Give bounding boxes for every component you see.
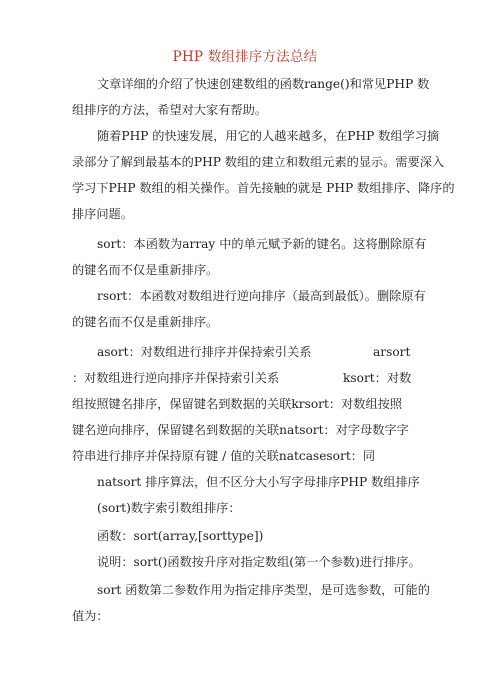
paragraph-line: ：对数组进行逆向排序并保持索引关系 — [72, 371, 280, 385]
paragraph-line: 组按照键名排序，保留键名到数据的关联krsort：对数组按照 — [72, 397, 403, 411]
paragraph-line: 符串进行排序并保持原有键 / 值的关联natcasesort：同 — [72, 449, 376, 463]
paragraph-line: 的键名而不仅是重新排序。 — [72, 315, 219, 329]
paragraph-line: natsort 排序算法，但不区分大小写字母排序PHP 数组排序 — [97, 475, 420, 489]
paragraph-line: 说明：sort()函数按升序对指定数组(第一个参数)进行排序。 — [97, 555, 421, 569]
paragraph-line: rsort：本函数对数组进行逆向排序（最高到最低）。删除原有 — [97, 289, 426, 303]
paragraph-line: ksort：对数 — [343, 371, 412, 385]
paragraph-line: (sort)数字索引数组排序： — [97, 501, 241, 515]
paragraph-line: 录部分了解到最基本的PHP 数组的建立和数组元素的显示。需要深入 — [72, 155, 445, 169]
paragraph-line: 随着PHP 的快速发展，用它的人越来越多，在PHP 数组学习摘 — [97, 129, 440, 143]
paragraph-line: sort 函数第二参数作用为指定排序类型，是可选参数，可能的 — [97, 583, 430, 597]
paragraph-line: 组排序的方法，希望对大家有帮助。 — [72, 103, 267, 117]
paragraph-line: 排序问题。 — [72, 207, 133, 221]
paragraph-line: 函数：sort(array,[sorttype]) — [97, 529, 264, 543]
paragraph-line: 值为： — [72, 609, 109, 623]
paragraph-line: 键名逆向排序，保留键名到数据的关联natsort：对字母数字字 — [72, 423, 409, 437]
paragraph-line: 学习下PHP 数组的相关操作。首先接触的就是 PHP 数组排序、降序的 — [72, 181, 455, 195]
paragraph-line: sort：本函数为array 中的单元赋予新的键名。这将删除原有 — [97, 237, 427, 251]
document-title: PHP 数组排序方法总结 — [172, 49, 318, 65]
paragraph-line: 的键名而不仅是重新排序。 — [72, 263, 219, 277]
paragraph-line: asort：对数组进行排序并保持索引关系 — [97, 345, 312, 359]
paragraph-line: 文章详细的介绍了快速创建数组的函数range()和常见PHP 数 — [97, 77, 430, 91]
paragraph-line: arsort — [373, 345, 411, 359]
